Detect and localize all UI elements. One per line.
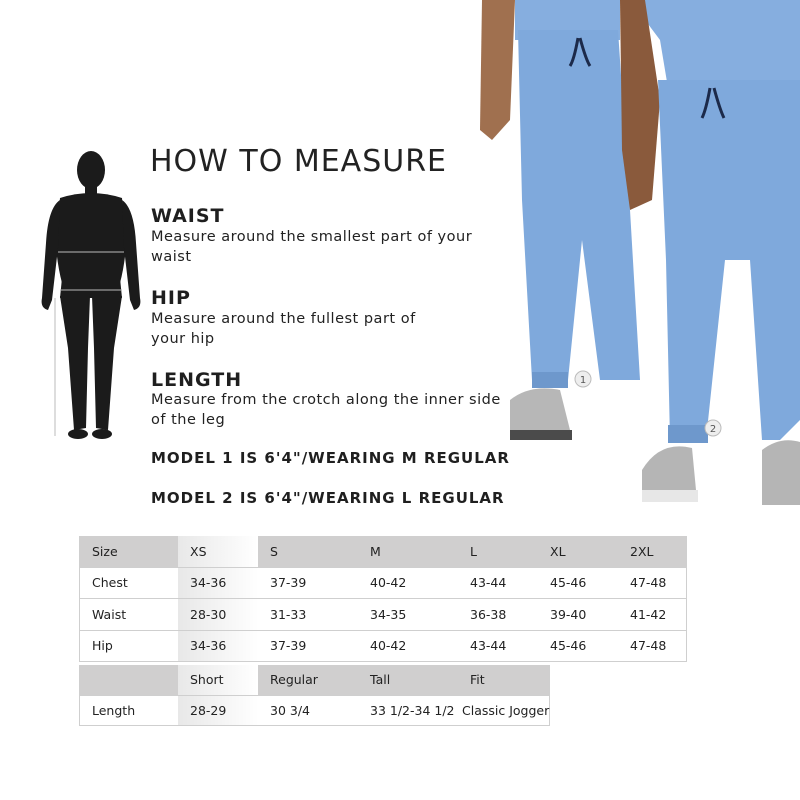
- badge-2: 2: [709, 424, 717, 435]
- table-cell: 30 3/4: [258, 695, 358, 726]
- header-cell: Regular: [258, 665, 358, 695]
- table-header-row: [80, 665, 550, 695]
- size-chart-table: [79, 536, 687, 662]
- table-row: [80, 567, 687, 599]
- row-label: Length: [80, 695, 179, 726]
- header-cell: 2XL: [618, 536, 687, 567]
- table-cell: 43-44: [458, 567, 538, 599]
- table-cell: 40-42: [358, 630, 458, 662]
- header-cell: Fit: [458, 665, 550, 695]
- table-cell: 36-38: [458, 599, 538, 631]
- row-label: Waist: [80, 599, 179, 631]
- model-2-info: MODEL 2 IS 6'4"/WEARING L REGULAR: [151, 489, 505, 507]
- table-cell: 41-42: [618, 599, 687, 631]
- length-title: LENGTH: [151, 369, 243, 391]
- model-1-info: MODEL 1 IS 6'4"/WEARING M REGULAR: [151, 449, 510, 467]
- model-2: [620, 0, 800, 505]
- table-row: [80, 630, 687, 662]
- row-label: Chest: [80, 567, 179, 599]
- table-cell: 45-46: [538, 630, 618, 662]
- length-chart-table: [79, 665, 550, 726]
- header-cell: Tall: [358, 665, 458, 695]
- table-cell: 34-36: [178, 567, 258, 599]
- table-row: [80, 695, 550, 726]
- model-1: [480, 0, 640, 440]
- table-cell: 33 1/2-34 1/2: [358, 695, 458, 726]
- table-cell: 47-48: [618, 630, 687, 662]
- table-cell: 37-39: [258, 630, 358, 662]
- model-photo: [470, 0, 800, 520]
- row-label: Hip: [80, 630, 179, 662]
- header-cell: Size: [80, 536, 179, 567]
- header-cell: Short: [178, 665, 258, 695]
- table-cell: 43-44: [458, 630, 538, 662]
- table-cell: 28-29: [178, 695, 258, 726]
- page-title: HOW TO MEASURE: [150, 144, 448, 179]
- hip-title: HIP: [151, 287, 191, 309]
- badge-1: 1: [579, 375, 587, 386]
- table-cell: 34-35: [358, 599, 458, 631]
- header-cell: S: [258, 536, 358, 567]
- header-cell: M: [358, 536, 458, 567]
- table-cell: 31-33: [258, 599, 358, 631]
- table-cell: 37-39: [258, 567, 358, 599]
- header-cell: [80, 665, 179, 695]
- table-cell: Classic Jogger: [458, 695, 550, 726]
- hip-description: Measure around the fullest part of your hip: [151, 311, 416, 347]
- table-cell: 39-40: [538, 599, 618, 631]
- body-silhouette-icon: [30, 148, 150, 448]
- table-cell: 47-48: [618, 567, 687, 599]
- table-cell: 28-30: [178, 599, 258, 631]
- table-cell: 45-46: [538, 567, 618, 599]
- waist-title: WAIST: [151, 205, 225, 227]
- table-row: [80, 599, 687, 631]
- waist-description: Measure around the smallest part of your waist: [151, 229, 473, 265]
- header-cell: L: [458, 536, 538, 567]
- header-cell: XS: [178, 536, 258, 567]
- table-header-row: [80, 536, 687, 567]
- table-cell: 34-36: [178, 630, 258, 662]
- table-cell: 40-42: [358, 567, 458, 599]
- header-cell: XL: [538, 536, 618, 567]
- length-description: Measure from the crotch along the inner side of the leg: [151, 392, 501, 428]
